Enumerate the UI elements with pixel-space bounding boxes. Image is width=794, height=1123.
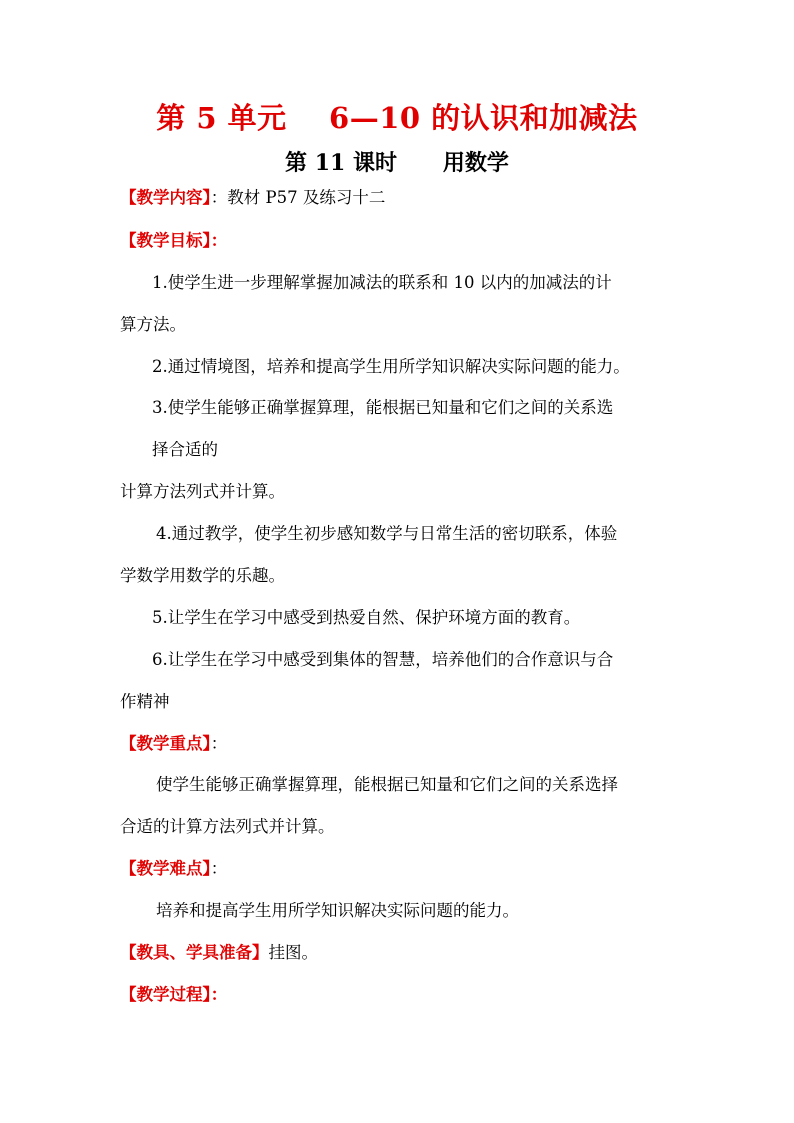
process-heading: 【教学过程】	[120, 985, 211, 1004]
objective-line: 作精神	[120, 692, 170, 711]
objective-line: 3.使学生能够正确掌握算理，能根据已知量和它们之间的关系选	[152, 398, 614, 417]
process-row	[120, 987, 227, 1004]
key-points-row	[120, 736, 227, 753]
objective-line: 2.通过情境图，培养和提高学生用所学知识解决实际问题的能力。	[152, 357, 630, 376]
content-heading: 【教学内容】	[120, 188, 211, 207]
content-row	[120, 190, 385, 207]
objective-line: 择合适的	[152, 440, 218, 459]
difficulties-line: 培养和提高学生用所学知识解决实际问题的能力。	[156, 901, 519, 920]
objective-line: 算方法。	[120, 315, 186, 334]
key-points-heading: 【教学重点】	[120, 734, 211, 753]
tools-heading: 【教具、学具准备】	[120, 943, 269, 962]
key-points-line: 合适的计算方法列式并计算。	[120, 817, 335, 836]
objectives-heading: 【教学目标】	[120, 231, 211, 250]
tools-row	[120, 945, 318, 962]
process-colon: ：	[210, 985, 228, 1004]
key-points-colon: ：	[210, 734, 228, 753]
difficulties-row	[120, 861, 227, 878]
difficulties-heading: 【教学难点】	[120, 859, 211, 878]
objective-line: 6.让学生在学习中感受到集体的智慧，培养他们的合作意识与合	[152, 650, 614, 669]
difficulties-colon: ：	[210, 859, 228, 878]
objectives-colon: ：	[210, 231, 228, 250]
objective-line: 4.通过教学，使学生初步感知数学与日常生活的密切联系，体验	[156, 524, 618, 543]
key-points-line: 使学生能够正确掌握算理，能根据已知量和它们之间的关系选择	[156, 775, 618, 794]
objective-line: 1.使学生进一步理解掌握加减法的联系和 10 以内的加减法的计	[152, 273, 612, 292]
lesson-subtitle: 第 11 课时 用数学	[285, 150, 509, 176]
objectives-row	[120, 233, 227, 250]
objective-line: 学数学用数学的乐趣。	[120, 566, 285, 585]
tools-text: 挂图。	[268, 943, 318, 962]
objective-line: 计算方法列式并计算。	[120, 482, 285, 501]
objective-line: 5.让学生在学习中感受到热爱自然、保护环境方面的教育。	[152, 608, 581, 627]
page-title: 第 5 单元 6—10 的认识和加减法	[156, 101, 638, 135]
content-text: ：教材 P57 及练习十二	[210, 188, 386, 207]
